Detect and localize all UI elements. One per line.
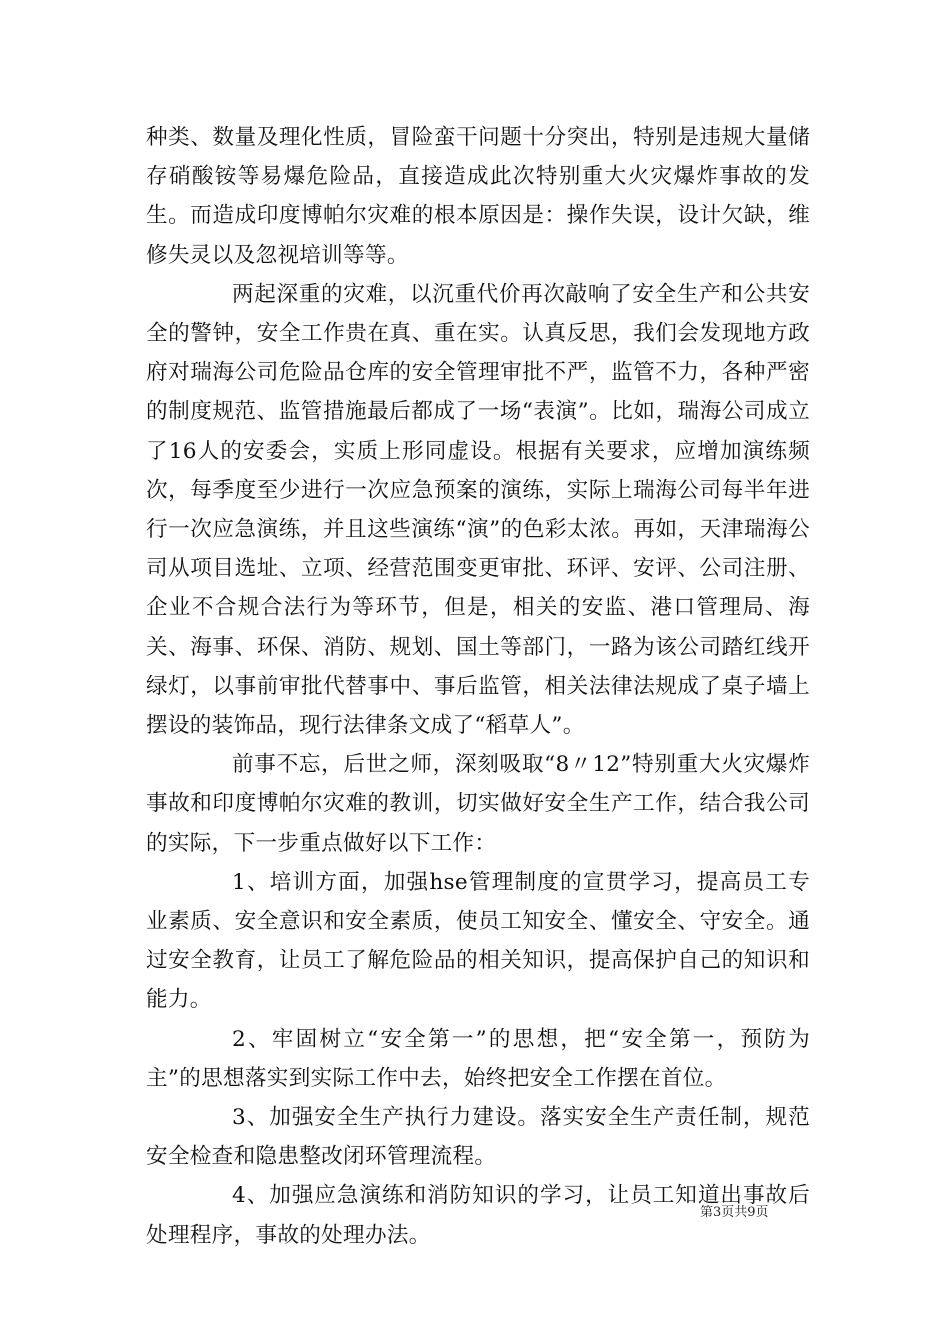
document-body (146, 118, 810, 1255)
paragraph-item-3: 3、加强安全生产执行力建设。落实安全生产责任制，规范安全检查和隐患整改闭环管理流程。 (146, 1105, 810, 1170)
paragraph-lessons-intro: 前事不忘，后世之师，深刻吸取“8〃12”特别重大火灾爆炸事故和印度博帕尔灾难的教训，切实做好安全生产工作，结合我公司的实际，下一步重点做好以下工作： (146, 752, 810, 856)
paragraph-item-2: 2、牢固树立“安全第一”的思想，把“安全第一，预防为主”的思想落实到实际工作中去，始终把安全工作摆在首位。 (146, 1026, 810, 1091)
paragraph-continuation: 种类、数量及理化性质，冒险蛮干问题十分突出，特别是违规大量储存硝酸铵等易爆危险品，直接造成此次特别重大火灾爆炸事故的发生。而造成印度博帕尔灾难的根本原因是：操作失误，设计欠缺，维修失灵以及忽视培训等等。 (146, 125, 810, 268)
paragraph-item-1: 1、培训方面，加强hse管理制度的宣贯学习，提高员工专业素质、安全意识和安全素质，使员工知安全、懂安全、守安全。通过安全教育，让员工了解危险品的相关知识，提高保护自己的知识和能力。 (146, 869, 810, 1013)
paragraph-reflection: 两起深重的灾难，以沉重代价再次敲响了安全生产和公共安全的警钟，安全工作贵在真、重在实。认真反思，我们会发现地方政府对瑞海公司危险品仓库的安全管理审批不严，监管不力，各种严密的制度规范、监管措施最后都成了一场“表演”。比如，瑞海公司成立了16人的安委会，实质上形同虚设。根据有关要求，应增加演练频次，每季度至少进行一次应急预案的演练，实际上瑞海公司每半年进行一次应急演练，并且这些演练“演”的色彩太浓。再如，天津瑞海公司从项目选址、立项、经营范围变更审批、环评、安评、公司注册、企业不合规合法行为等环节，但是，相关的安监、港口管理局、海关、海事、环保、消防、规划、国土等部门，一路为该公司踏红线开绿灯，以事前审批代替事中、事后监管，相关法律法规成了桌子墙上摆设的装饰品，现行法律条文成了“稻草人”。 (146, 281, 810, 739)
paragraph-item-4: 4、加强应急演练和消防知识的学习，让员工知道出事故后处理程序，事故的处理办法。 (146, 1183, 810, 1248)
page-number-footer: 第3页共9页 (700, 1205, 769, 1220)
